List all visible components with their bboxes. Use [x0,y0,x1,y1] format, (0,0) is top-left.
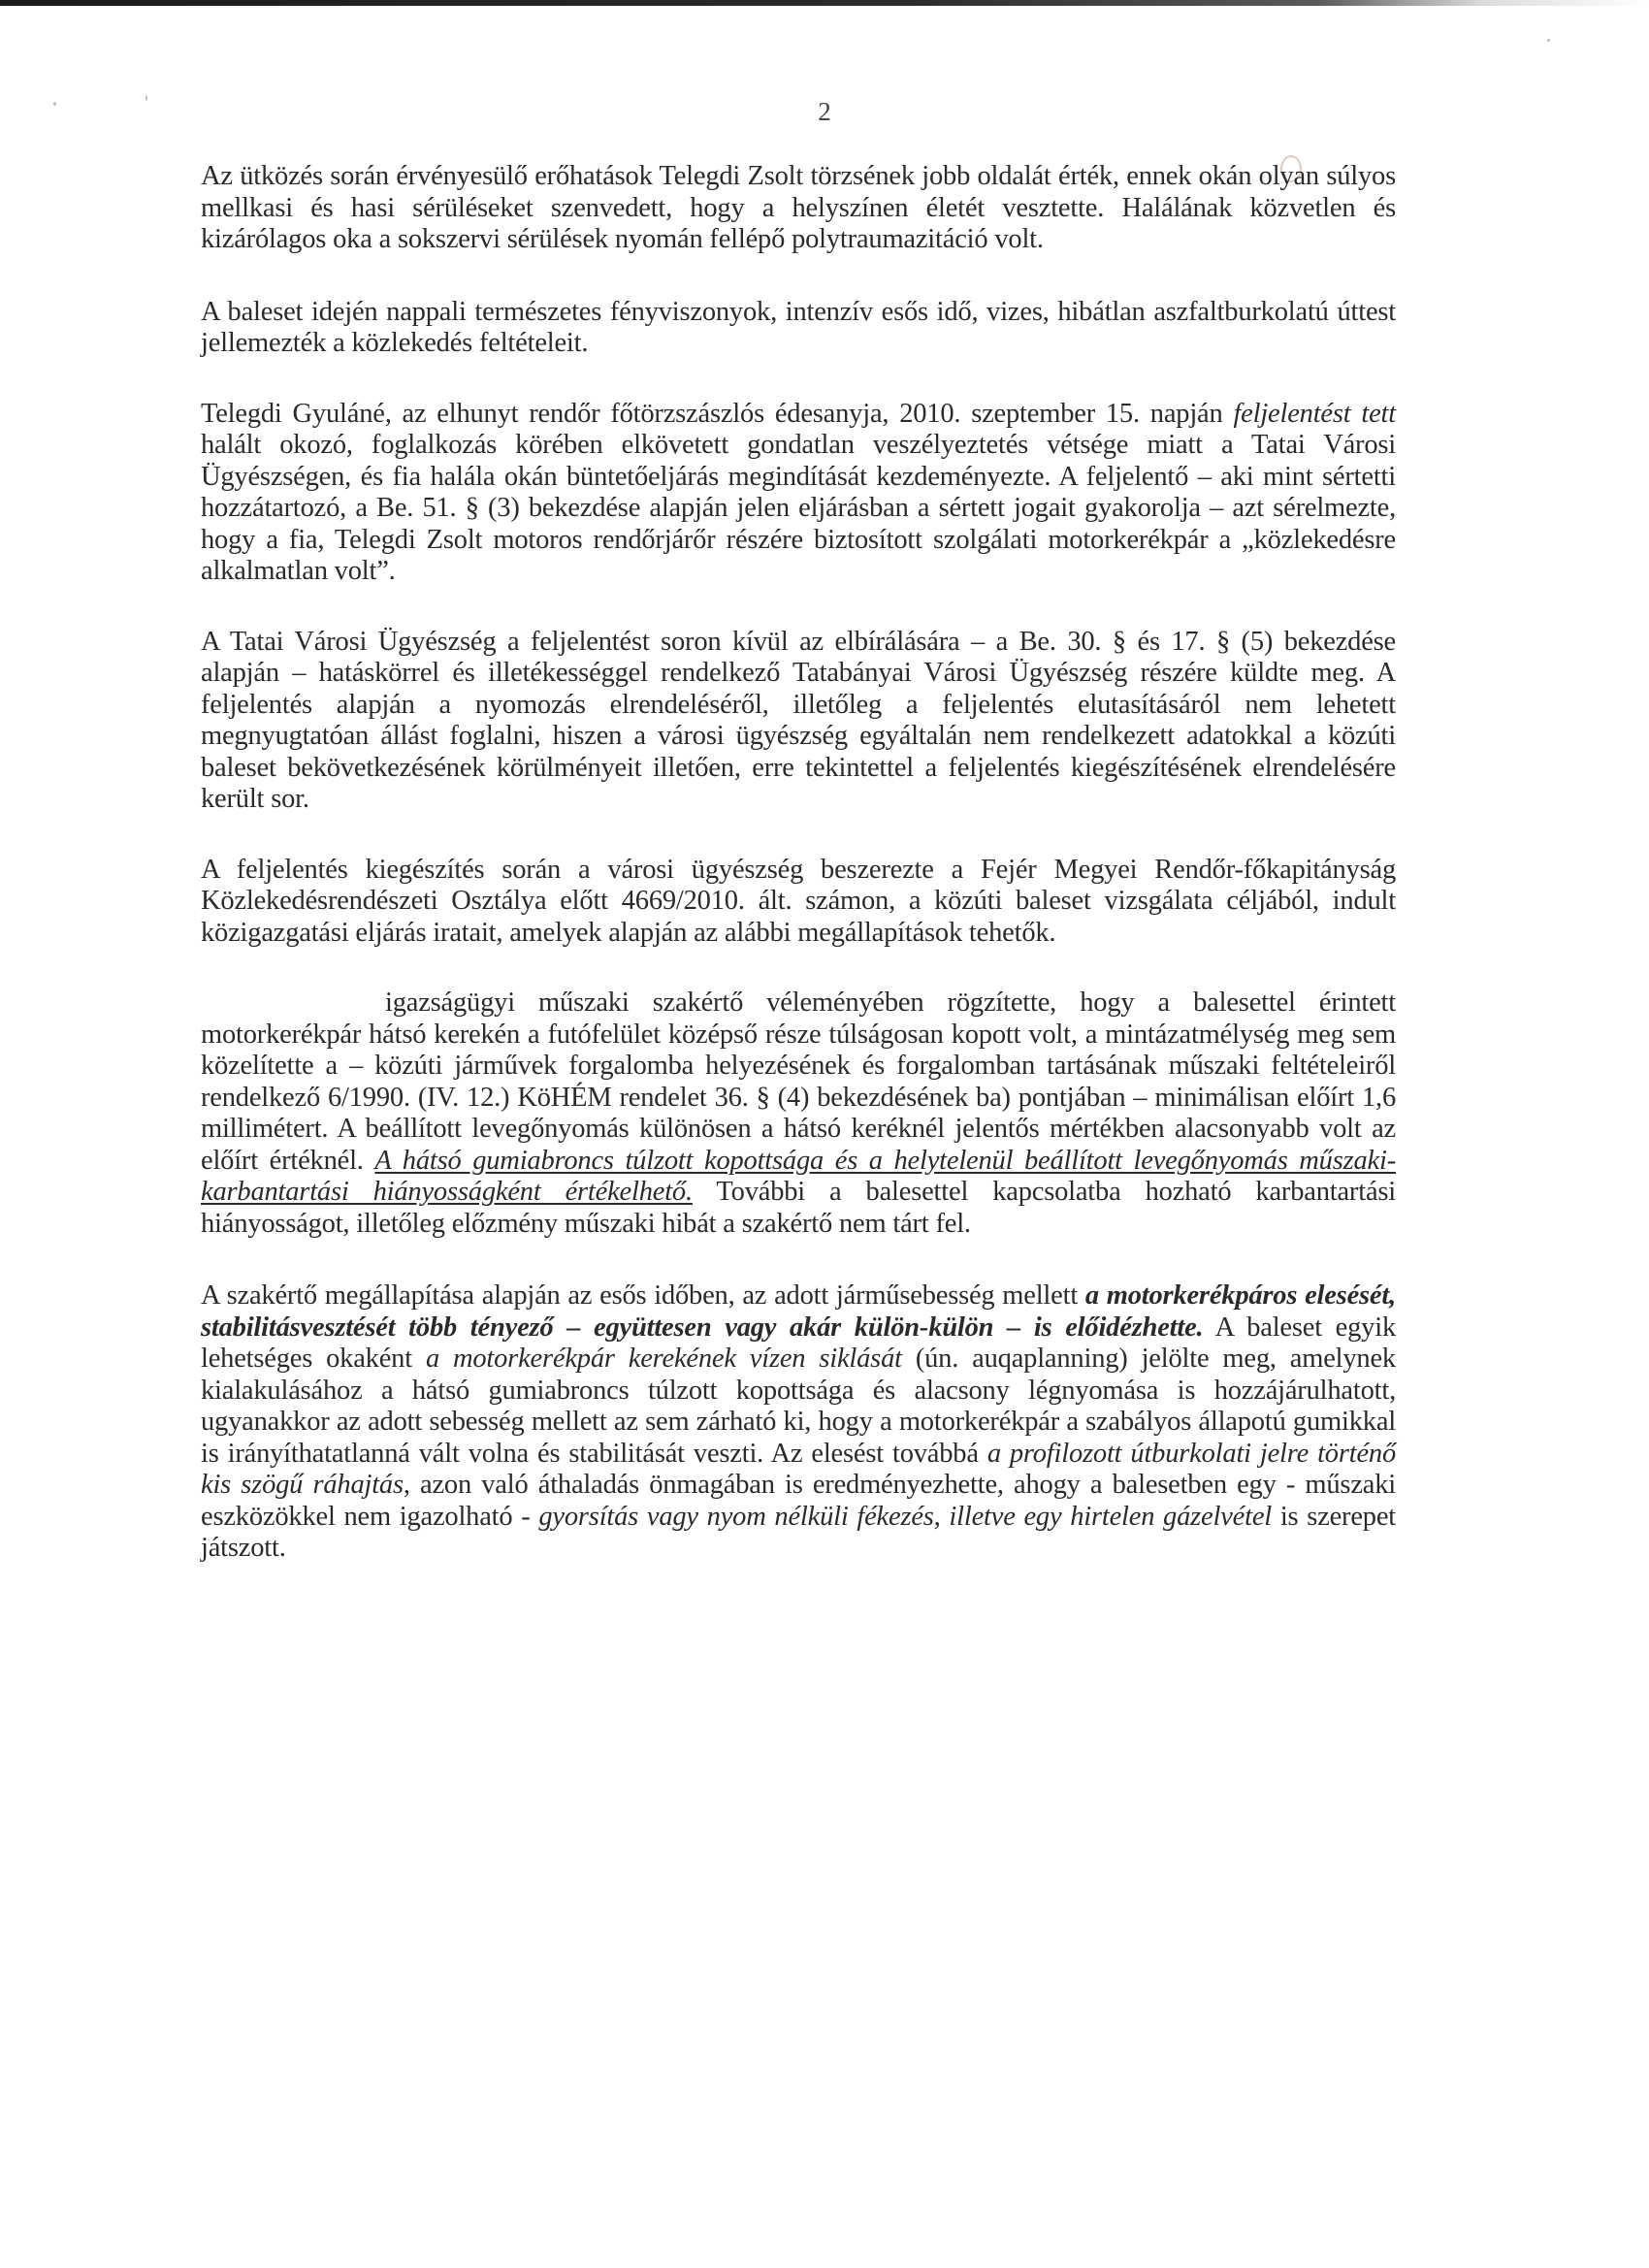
text-run: (ún. auqaplanning) jelölte meg, amelynek kialakulásához a hátsó gumiabroncs túlzott kopottsága és alacsony légnyomása is hozzájárulhatott, ugyanakkor az adott sebesség mellett az sem zárható ki, hogy a motorkerékpár a szabályos állapotú gumikkal is irányíthatatlanná vált volna és stabilitását veszti. Az elesést továbbá [201,1344,1396,1469]
text-run: is szerepet játszott. [201,1501,1396,1563]
text-run: További a balesettel kapcsolatba hozható karbantartási hiányosságot, illetőleg előzmény műszaki hibát a szakértő nem tárt fel. [201,1177,1397,1239]
text-run: A feljelentés kiegészítés során a városi ügyészség beszerezte a Fejér Megyei Rendőr-főkapitányság Közlekedésrendészeti Osztálya előtt 4669/2010. ált. számon, a közúti baleset vizsgálata céljából, indult közigazgatási eljárás iratait, amelyek alapján az alábbi megállapítások tehetők. [201,854,1396,948]
paragraph [201,161,1396,256]
italic-emphasis: a motorkerékpár kerekének vízen siklását [425,1344,902,1374]
text-run: halált okozó, foglalkozás körében elkövetett gondatlan veszélyeztetés vétsége miatt a Tatai Városi Ügyészségen, és fia halála okán büntetőeljárás megindítását kezdeményezte. A feljelentő – aki mint sértetti hozzátartozó, a Be. 51. § (3) bekezdése alapján jelen eljárásban a sértett jogait gyakorolja – azt sérelmezte, hogy a fia, Telegdi Zsolt motoros rendőrjárőr részére biztosított szolgálati motorkerékpár a „közlekedésre alkalmatlan volt”. [201,430,1396,586]
paragraph [201,627,1396,816]
italic-emphasis: feljelentést tett [1233,398,1396,429]
italic-emphasis: gyorsítás vagy nyom nélküli fékezés, illetve egy hirtelen gázelvétel [538,1501,1273,1532]
underlined-conclusion-text: A hátsó gumiabroncs túlzott kopottsága és a helytelenül beállított levegőnyomás műszaki-karbantartási hiányosságként értékelhető. [201,1145,1396,1207]
scan-top-edge [0,0,1649,6]
text-run: Telegdi Gyuláné, az elhunyt rendőr főtörzszászlós édesanyja, 2010. szeptember 15. napján [201,398,1234,429]
italic-emphasis: a profilozott útburkolati jelre történő kis szögű ráhajtás [201,1438,1397,1500]
paragraph [201,399,1396,588]
text-run: A baleset idején nappali természetes fényviszonyok, intenzív esős idő, vizes, hibátlan aszfaltburkolatú úttest jellemezték a közlekedés feltételeit. [201,296,1396,358]
paragraph [201,1280,1396,1565]
paragraph [201,855,1396,950]
document-body [201,161,1396,1565]
text-run: Az ütközés során érvényesülő erőhatások Telegdi Zsolt törzsének jobb oldalát érték, ennek okán olyan súlyos mellkasi és hasi sérüléseket szenvedett, hogy a helyszínen életét vesztette. Halálának közvetlen és kizárólagos oka a sokszervi sérülések nyomán fellépő polytraumazitáció volt. [201,161,1396,254]
scan-speck [1547,39,1550,42]
text-run: A Tatai Városi Ügyészség a feljelentést soron kívül az elbírálására – a Be. 30. § és 17. § (5) bekezdése alapján – hatáskörrel és illetékességgel rendelkező Tatabányai Városi Ügyészség részére küldte meg. A feljelentés alapján a nyomozás elrendeléséről, illetőleg a feljelentés elutasításáról nem lehetett megnyugtatóan állást foglalni, hiszen a városi ügyészség egyáltalán nem rendelkezett adatokkal a közúti baleset bekövetkezésének körülményeit illetően, erre tekintettel a feljelentés kiegészítésének elrendelésére került sor. [201,626,1396,814]
text-run: A szakértő megállapítása alapján az esős időben, az adott járműsebesség mellett [201,1280,1085,1311]
paragraph [201,988,1396,1240]
page-number: 2 [818,97,831,126]
paragraph [201,297,1396,360]
text-run: A baleset egyik lehetséges okaként [201,1312,1397,1374]
text-run: , azon való áthaladás önmagában is eredményezhette, ahogy a balesetben egy - műszaki eszközökkel nem igazolható - [201,1470,1396,1532]
bold-italic-emphasis: a motorkerékpáros elesését, stabilitásvesztését több tényező – együttesen vagy akár külön-külön – is előidézhette. [201,1280,1397,1343]
text-run: igazságügyi műszaki szakértő véleményében rögzítette, hogy a balesettel érintett motorkerékpár hátsó kerekén a futófelület középső része túlságosan kopott volt, a mintázatmélység meg sem közelítette a – közúti járművek forgalomba helyezésének és forgalomban tartásának műszaki feltételeiről rendelkező 6/1990. (IV. 12.) KöHÉM rendelet 36. § (4) bekezdésének ba) pontjában – minimálisan előírt 1,6 millimétert. A beállított levegőnyomás különösen a hátsó keréknél jelentős mértékben alacsonyabb volt az előírt értéknél. [201,988,1396,1176]
